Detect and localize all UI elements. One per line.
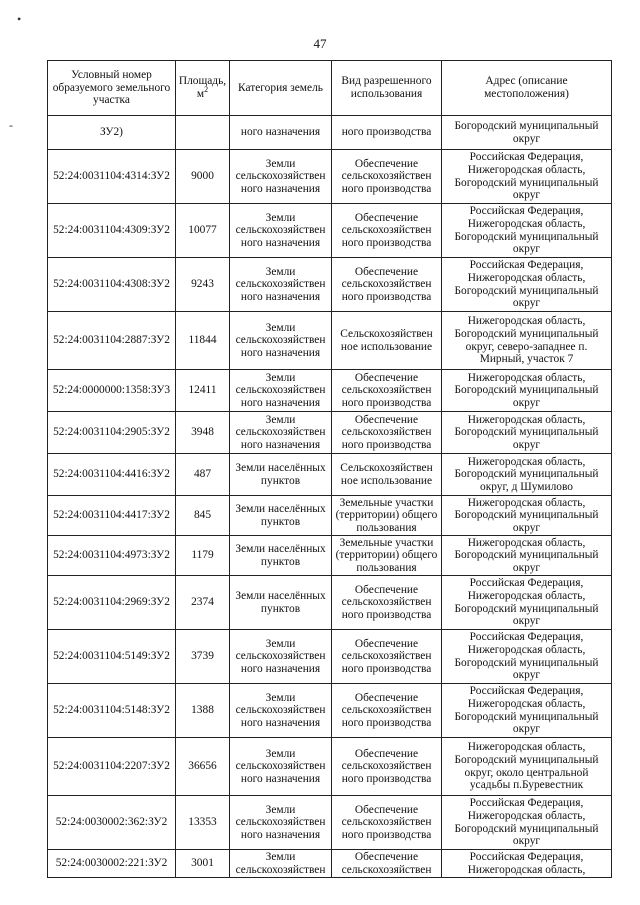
plot-address: Российская Федерация, Нижегородская область, Богородский муниципальный округ xyxy=(442,796,612,850)
plot-number: 52:24:0031104:4416:ЗУ2 xyxy=(48,454,176,496)
plot-number: 52:24:0031104:2887:ЗУ2 xyxy=(48,312,176,370)
table-row xyxy=(48,738,612,796)
land-category: Земли сельскохозяйствен ного назначения xyxy=(230,312,332,370)
plot-area: 13353 xyxy=(176,796,230,850)
plot-number: 52:24:0030002:221:ЗУ2 xyxy=(48,850,176,878)
permitted-use: Обеспечение сельскохозяйствен ного производства xyxy=(332,796,442,850)
plot-address: Нижегородская область, Богородский муниципальный округ xyxy=(442,412,612,454)
land-category: Земли сельскохозяйствен xyxy=(230,850,332,878)
scan-mark: - xyxy=(9,118,13,132)
land-category: Земли сельскохозяйствен ного назначения xyxy=(230,684,332,738)
land-category: Земли сельскохозяйствен ного назначения xyxy=(230,630,332,684)
plot-number: 52:24:0030002:362:ЗУ2 xyxy=(48,796,176,850)
land-category: Земли сельскохозяйствен ного назначения xyxy=(230,796,332,850)
header-use: Вид разрешенного использования xyxy=(332,61,442,116)
plot-number: 52:24:0031104:4309:ЗУ2 xyxy=(48,204,176,258)
scan-mark: • xyxy=(17,12,22,26)
plot-number: 52:24:0000000:1358:ЗУ3 xyxy=(48,370,176,412)
plot-area: 11844 xyxy=(176,312,230,370)
table-header-row xyxy=(48,61,612,116)
plot-number: 52:24:0031104:2969:ЗУ2 xyxy=(48,576,176,630)
plot-area: 3948 xyxy=(176,412,230,454)
table-row xyxy=(48,684,612,738)
table-row xyxy=(48,576,612,630)
plot-address: Российская Федерация, Нижегородская область, Богородский муниципальный округ xyxy=(442,204,612,258)
permitted-use: Сельскохозяйствен ное использование xyxy=(332,312,442,370)
permitted-use: Земельные участки (территории) общего пользования xyxy=(332,536,442,576)
plot-address: Российская Федерация, Нижегородская область, Богородский муниципальный округ xyxy=(442,684,612,738)
plot-area: 3001 xyxy=(176,850,230,878)
plot-address: Российская Федерация, Нижегородская область, Богородский муниципальный округ xyxy=(442,630,612,684)
plot-number: 52:24:0031104:4973:ЗУ2 xyxy=(48,536,176,576)
land-category: Земли сельскохозяйствен ного назначения xyxy=(230,412,332,454)
plot-address: Нижегородская область, Богородский муниципальный округ xyxy=(442,496,612,536)
table-row xyxy=(48,850,612,878)
plot-number: 52:24:0031104:4417:ЗУ2 xyxy=(48,496,176,536)
plot-number: 52:24:0031104:2207:ЗУ2 xyxy=(48,738,176,796)
land-plots-table xyxy=(47,60,612,878)
plot-address: Нижегородская область, Богородский муниципальный округ, д Шумилово xyxy=(442,454,612,496)
plot-address: Нижегородская область, Богородский муниципальный округ, около центральной усадьбы п.Буревестник xyxy=(442,738,612,796)
table-row xyxy=(48,496,612,536)
plot-area: 2374 xyxy=(176,576,230,630)
plot-address: Российская Федерация, Нижегородская область, Богородский муниципальный округ xyxy=(442,576,612,630)
page-number: 47 xyxy=(313,36,327,51)
land-category: Земли сельскохозяйствен ного назначения xyxy=(230,204,332,258)
permitted-use: Обеспечение сельскохозяйствен ного производства xyxy=(332,150,442,204)
plot-area: 1179 xyxy=(176,536,230,576)
land-category: ного назначения xyxy=(230,116,332,150)
plot-area: 9000 xyxy=(176,150,230,204)
header-area: Площадь, $м^2$ xyxy=(176,61,230,116)
plot-number: 52:24:0031104:2905:ЗУ2 xyxy=(48,412,176,454)
plot-address: Российская Федерация, Нижегородская область, Богородский муниципальный округ xyxy=(442,150,612,204)
land-category: Земли населённых пунктов xyxy=(230,454,332,496)
plot-area: 10077 xyxy=(176,204,230,258)
plot-number: 52:24:0031104:5149:ЗУ2 xyxy=(48,630,176,684)
permitted-use: Земельные участки (территории) общего пользования xyxy=(332,496,442,536)
land-category: Земли населённых пунктов xyxy=(230,576,332,630)
plot-area: 3739 xyxy=(176,630,230,684)
table-row xyxy=(48,204,612,258)
permitted-use: Обеспечение сельскохозяйствен ного производства xyxy=(332,258,442,312)
permitted-use: Обеспечение сельскохозяйствен ного производства xyxy=(332,412,442,454)
permitted-use: Сельскохозяйствен ное использование xyxy=(332,454,442,496)
table-row xyxy=(48,630,612,684)
permitted-use: Обеспечение сельскохозяйствен ного производства xyxy=(332,738,442,796)
table-row xyxy=(48,412,612,454)
permitted-use: Обеспечение сельскохозяйствен ного производства xyxy=(332,576,442,630)
plot-area: 1388 xyxy=(176,684,230,738)
plot-number: 52:24:0031104:5148:ЗУ2 xyxy=(48,684,176,738)
plot-area: 9243 xyxy=(176,258,230,312)
table-row xyxy=(48,454,612,496)
permitted-use: Обеспечение сельскохозяйствен ного производства xyxy=(332,630,442,684)
header-number: Условный номер образуемого земельного участка xyxy=(48,61,176,116)
table-row xyxy=(48,796,612,850)
table-row xyxy=(48,258,612,312)
plot-address: Российская Федерация, Нижегородская область, xyxy=(442,850,612,878)
plot-address: Нижегородская область, Богородский муниципальный округ, северо-западнее п. Мирный, участок 7 xyxy=(442,312,612,370)
plot-area: 845 xyxy=(176,496,230,536)
permitted-use: ного производства xyxy=(332,116,442,150)
land-category: Земли сельскохозяйствен ного назначения xyxy=(230,150,332,204)
land-category: Земли сельскохозяйствен ного назначения xyxy=(230,258,332,312)
permitted-use: Обеспечение сельскохозяйствен xyxy=(332,850,442,878)
plot-number: 52:24:0031104:4314:ЗУ2 xyxy=(48,150,176,204)
plot-address: Нижегородская область, Богородский муниципальный округ xyxy=(442,536,612,576)
table-row xyxy=(48,370,612,412)
header-address: Адрес (описание местоположения) xyxy=(442,61,612,116)
header-category: Категория земель xyxy=(230,61,332,116)
plot-address: Нижегородская область, Богородский муниципальный округ xyxy=(442,370,612,412)
table-row xyxy=(48,150,612,204)
table-row xyxy=(48,116,612,150)
plot-area: 487 xyxy=(176,454,230,496)
plot-address: Богородский муниципальный округ xyxy=(442,116,612,150)
land-category: Земли населённых пунктов xyxy=(230,536,332,576)
land-category: Земли сельскохозяйствен ного назначения xyxy=(230,738,332,796)
table-row xyxy=(48,312,612,370)
permitted-use: Обеспечение сельскохозяйствен ного производства xyxy=(332,684,442,738)
plot-number: 52:24:0031104:4308:ЗУ2 xyxy=(48,258,176,312)
plot-area xyxy=(176,116,230,150)
plot-number: ЗУ2) xyxy=(48,116,176,150)
plot-area: 12411 xyxy=(176,370,230,412)
plot-area: 36656 xyxy=(176,738,230,796)
plot-address: Российская Федерация, Нижегородская область, Богородский муниципальный округ xyxy=(442,258,612,312)
permitted-use: Обеспечение сельскохозяйствен ного производства xyxy=(332,204,442,258)
land-category: Земли сельскохозяйствен ного назначения xyxy=(230,370,332,412)
land-category: Земли населённых пунктов xyxy=(230,496,332,536)
table-row xyxy=(48,536,612,576)
permitted-use: Обеспечение сельскохозяйствен ного производства xyxy=(332,370,442,412)
